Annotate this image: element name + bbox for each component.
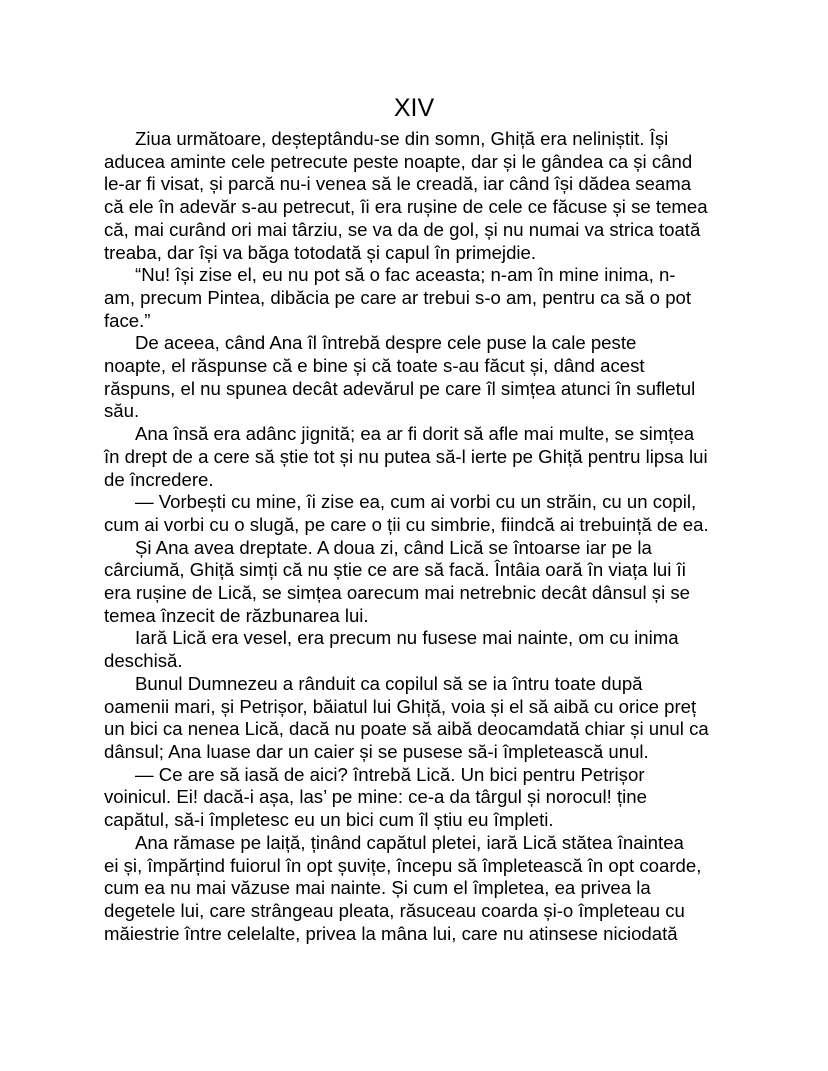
- text-line: cum ea nu mai văzuse mai nainte. Și cum el împletea, ea privea la: [104, 877, 651, 899]
- text-line: Ziua următoare, deșteptându-se din somn, Ghiță era neliniștit. Își: [135, 128, 669, 149]
- text-line: treaba, dar își va băga totodată și capul în primejdie.: [104, 241, 537, 263]
- text-line: — Vorbești cu mine, îi zise ea, cum ai vorbi cu un străin, cu un copil,: [135, 491, 697, 513]
- text-line: ei și, împărțind fuiorul în opt șuvițe, începu să împletească în opt coarde,: [104, 854, 702, 876]
- text-line: deschisă.: [104, 650, 183, 672]
- text-line: am, precum Pintea, dibăcia pe care ar trebui s-o am, pentru ca să o pot: [104, 286, 692, 308]
- text-line: — Ce are să iasă de aici? întrebă Lică. Un bici pentru Petrișor: [135, 763, 645, 785]
- text-line: aducea aminte cele petrecute peste noapte, dar și le gândea ca și când: [104, 150, 693, 172]
- text-line: că ele în adevăr s-au petrecut, îi era rușine de cele ce făcuse și se temea: [104, 196, 708, 218]
- text-line: voinicul. Ei! dacă-i așa, las’ pe mine: ce-a da târgul și norocul! ține: [104, 786, 647, 808]
- text-line: răspuns, el nu spunea decât adevărul pe care îl simțea atunci în sufletul: [104, 377, 696, 399]
- text-line: dânsul; Ana luase dar un caier și se pusese să-i împletească unul.: [104, 740, 649, 762]
- text-line: De aceea, când Ana îl întrebă despre cele puse la cale peste: [135, 332, 637, 354]
- text-line: Bunul Dumnezeu a rânduit ca copilul să se ia întru toate după: [135, 672, 643, 694]
- text-line: cum ai vorbi cu o slugă, pe care o ții cu simbrie, fiindcă ai trebuință de ea.: [104, 513, 709, 535]
- text-line: temea înzecit de răzbunarea lui.: [104, 604, 369, 626]
- text-line: măiestrie între celelalte, privea la mâna lui, care nu atinsese niciodată: [104, 922, 678, 944]
- text-line: face.”: [104, 309, 151, 331]
- text-line: în drept de a cere să știe tot și nu putea să-l ierte pe Ghiță pentru lipsa lui: [104, 445, 708, 467]
- text-line: cârciumă, Ghiță simți că nu știe ce are să facă. Întâia oară în viața lui îi: [104, 559, 686, 581]
- text-line: Iară Lică era vesel, era precum nu fusese mai nainte, om cu inima: [135, 627, 679, 649]
- text-line: Ana rămase pe laiță, ținând capătul pletei, iară Lică stătea înaintea: [135, 831, 684, 853]
- text-line: degetele lui, care strângeau pleata, răsuceau coarda și-o împleteau cu: [104, 899, 685, 921]
- text-line: capătul, să-i împletesc eu un bici cum îl știu eu împleti.: [104, 809, 554, 831]
- text-line: le-ar fi visat, și parcă nu-i venea să le creadă, iar când își dădea seama: [104, 173, 692, 195]
- text-line: “Nu! își zise el, eu nu pot să o fac aceasta; n-am în mine inima, n-: [135, 264, 676, 286]
- text-line: Și Ana avea dreptate. A doua zi, când Lică se întoarse iar pe la: [135, 536, 652, 558]
- chapter-title: XIV: [393, 94, 435, 122]
- text-line: de încredere.: [104, 468, 214, 490]
- chapter-text: [104, 128, 744, 945]
- text-line: un bici ca nenea Lică, dacă nu poate să aibă deocamdată chiar și unul ca: [104, 718, 709, 740]
- text-line: era rușine de Lică, se simțea oarecum mai netrebnic decât dânsul și se: [104, 582, 691, 604]
- text-line: său.: [104, 400, 140, 422]
- text-line: noapte, el răspunse că e bine și că toate s-au făcut și, dând acest: [104, 355, 645, 377]
- text-line: oamenii mari, și Petrișor, băiatul lui Ghiță, voia și el să aibă cu orice preț: [104, 695, 697, 717]
- text-line: Ana însă era adânc jignită; ea ar fi dorit să afle mai multe, se simțea: [135, 423, 695, 445]
- text-line: că, mai curând ori mai târziu, se va da de gol, și nu numai va strica toată: [104, 218, 701, 240]
